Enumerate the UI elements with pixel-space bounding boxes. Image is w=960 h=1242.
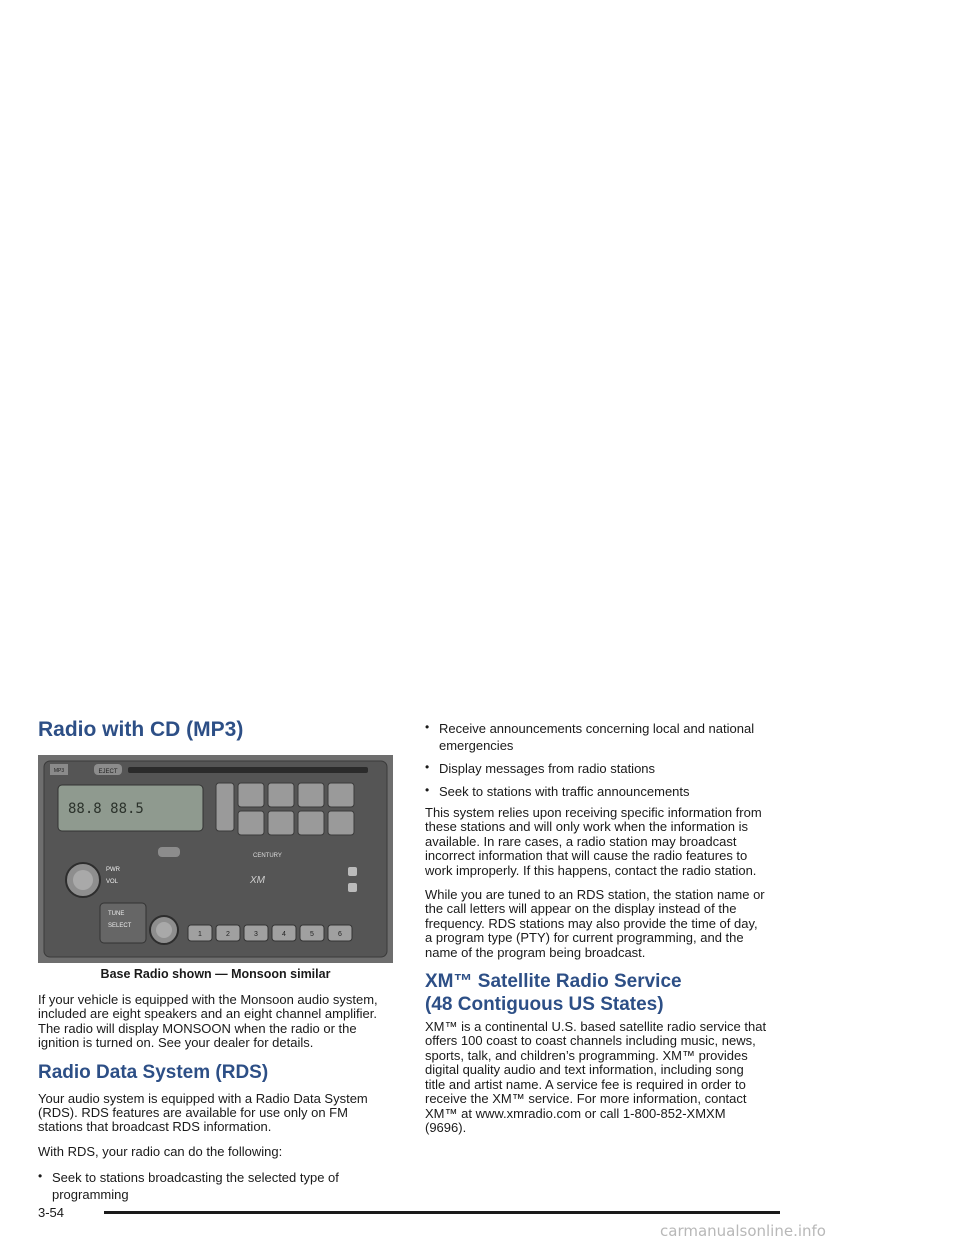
list-item: • Display messages from radio stations — [425, 760, 656, 776]
page-number: 3-54 — [38, 1205, 65, 1220]
xm-paragraph: XM™ is a continental U.S. based satellite radio service that offers 100 coast to coast channels including music, news, sports, talk, and children’s programming. XM™ provides digital quality audio and text information, including song title and artist name. A service fee is required in order to receive the XM™ service. For more information, contact XM™ at www.xmradio.com or call 1-800-852-XMXM (9696). — [425, 1019, 767, 1135]
eject-button-label: EJECT — [98, 769, 118, 775]
svg-text:VOL: VOL — [106, 879, 119, 885]
list-item: • Receive announcements concerning local and national emergencies — [425, 720, 755, 753]
preset-3: 3 — [254, 931, 258, 938]
svg-text:PWR: PWR — [106, 867, 120, 873]
radio-illustration — [38, 755, 393, 963]
watermark: carmanualsonline.info — [660, 1222, 826, 1240]
preset-1: 1 — [198, 931, 202, 938]
display-readout: 88.8 88.5 — [68, 801, 144, 817]
xm-logo: XM — [250, 875, 265, 886]
preset-5: 5 — [310, 931, 314, 938]
rds-paragraph: Your audio system is equipped with a Radio Data System (RDS). RDS features are available for use only on FM stations that broadcast RDS information. — [38, 1090, 368, 1135]
section-title: Radio with CD (MP3) — [38, 718, 244, 741]
rds-feature-list-right — [425, 720, 767, 800]
svg-text:SELECT: SELECT — [108, 923, 132, 929]
rds-heading: Radio Data System (RDS) — [38, 1061, 269, 1083]
list-item: • Seek to stations with traffic announcements — [425, 783, 690, 799]
figure-caption: Base Radio shown — Monsoon similar — [100, 967, 331, 981]
preset-6: 6 — [338, 931, 342, 938]
left-column — [38, 717, 393, 1209]
right-column — [425, 720, 767, 1145]
intro-paragraph: If your vehicle is equipped with the Monsoon audio system, included are eight speakers and an eight channel amplifier. The radio will display MONSOON when the radio or the ignition is turned on. See your dealer for details. — [38, 992, 378, 1051]
preset-4: 4 — [282, 931, 286, 938]
bullet-icon: • — [425, 760, 430, 774]
preset-2: 2 — [226, 931, 230, 938]
bullet-icon: • — [38, 1169, 43, 1184]
rds-lead: With RDS, your radio can do the following: — [38, 1143, 283, 1159]
disc-label: MP3 — [53, 768, 65, 774]
bullet-icon: • — [425, 783, 430, 797]
list-item: • Seek to stations broadcasting the selected type of programming — [38, 1169, 339, 1203]
radio-faceplate-photo — [38, 755, 393, 963]
brand-label: CENTURY — [253, 853, 282, 859]
svg-text:TUNE: TUNE — [108, 911, 125, 917]
rds-reliance-paragraph: This system relies upon receiving specific information from these stations and will only work when the information is available. In rare cases, a radio station may broadcast incorrect information that will cause the radio features to work improperly. If this happens, contact the radio station. — [425, 805, 762, 878]
xm-heading: XM™ Satellite Radio Service (48 Contiguous US States) — [425, 971, 682, 1016]
footer-rule — [104, 1211, 780, 1214]
bullet-icon: • — [425, 720, 430, 734]
rds-display-paragraph: While you are tuned to an RDS station, the station name or the call letters will appear on the display instead of the frequency. RDS stations may also provide the time of day, a program type (PTY) for current programming, and the name of the program being broadcast. — [425, 887, 765, 960]
rds-feature-list-left — [38, 1169, 393, 1203]
